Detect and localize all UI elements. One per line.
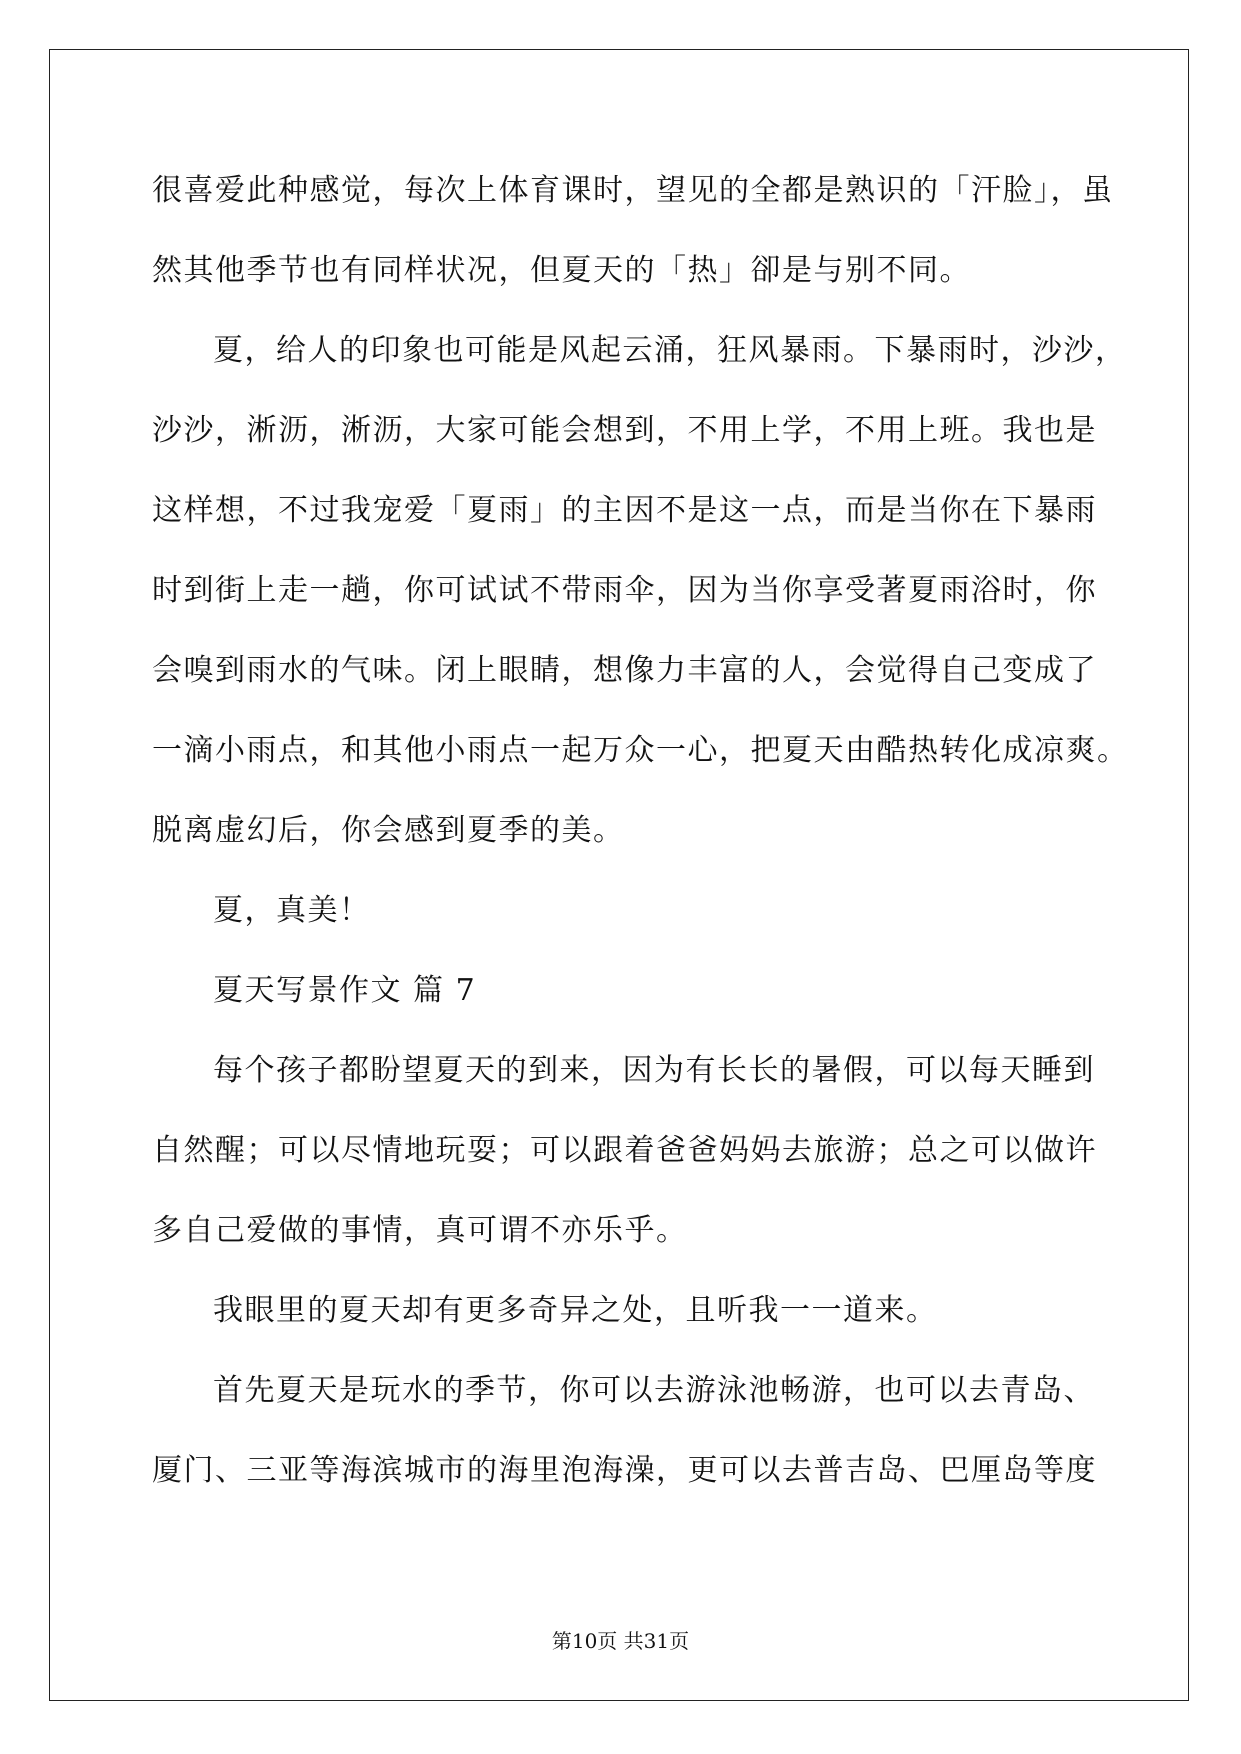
paragraph-line: 每个孩子都盼望夏天的到来，因为有长长的暑假，可以每天睡到 [213,1053,1095,1088]
paragraph-line: 沙沙，淅沥，淅沥，大家可能会想到，不用上学，不用上班。我也是 [152,413,1097,448]
paragraph-line: 时到街上走一趟，你可试试不带雨伞，因为当你享受著夏雨浴时，你 [152,573,1097,608]
paragraph-line: 多自己爱做的事情，真可谓不亦乐乎。 [152,1213,688,1248]
section-heading: 夏天写景作文 篇 7 [213,973,477,1008]
paragraph-line: 脱离虚幻后，你会感到夏季的美。 [152,813,625,848]
paragraph-line: 然其他季节也有同样状况，但夏天的「热」卻是与别不同。 [152,253,971,288]
paragraph-line: 夏，真美！ [213,893,371,928]
paragraph-line: 夏，给人的印象也可能是风起云涌，狂风暴雨。下暴雨时，沙沙， [213,333,1127,368]
paragraph-line: 首先夏天是玩水的季节，你可以去游泳池畅游，也可以去青岛、 [213,1373,1095,1408]
paragraph-line: 自然醒；可以尽情地玩耍；可以跟着爸爸妈妈去旅游；总之可以做许 [152,1133,1097,1168]
paragraph-line: 我眼里的夏天却有更多奇异之处，且听我一一道来。 [213,1293,938,1328]
paragraph-line: 厦门、三亚等海滨城市的海里泡海澡，更可以去普吉岛、巴厘岛等度 [152,1453,1097,1488]
page-number: 第10页 共31页 [551,1629,690,1653]
paragraph-line: 很喜爱此种感觉，每次上体育课时，望见的全都是熟识的「汗脸」，虽 [152,173,1114,208]
paragraph-line: 一滴小雨点，和其他小雨点一起万众一心，把夏天由酷热转化成凉爽。 [152,733,1129,768]
paragraph-line: 这样想，不过我宠爱「夏雨」的主因不是这一点，而是当你在下暴雨 [152,493,1097,528]
paragraph-line: 会嗅到雨水的气味。闭上眼睛，想像力丰富的人，会觉得自己变成了 [152,653,1097,688]
